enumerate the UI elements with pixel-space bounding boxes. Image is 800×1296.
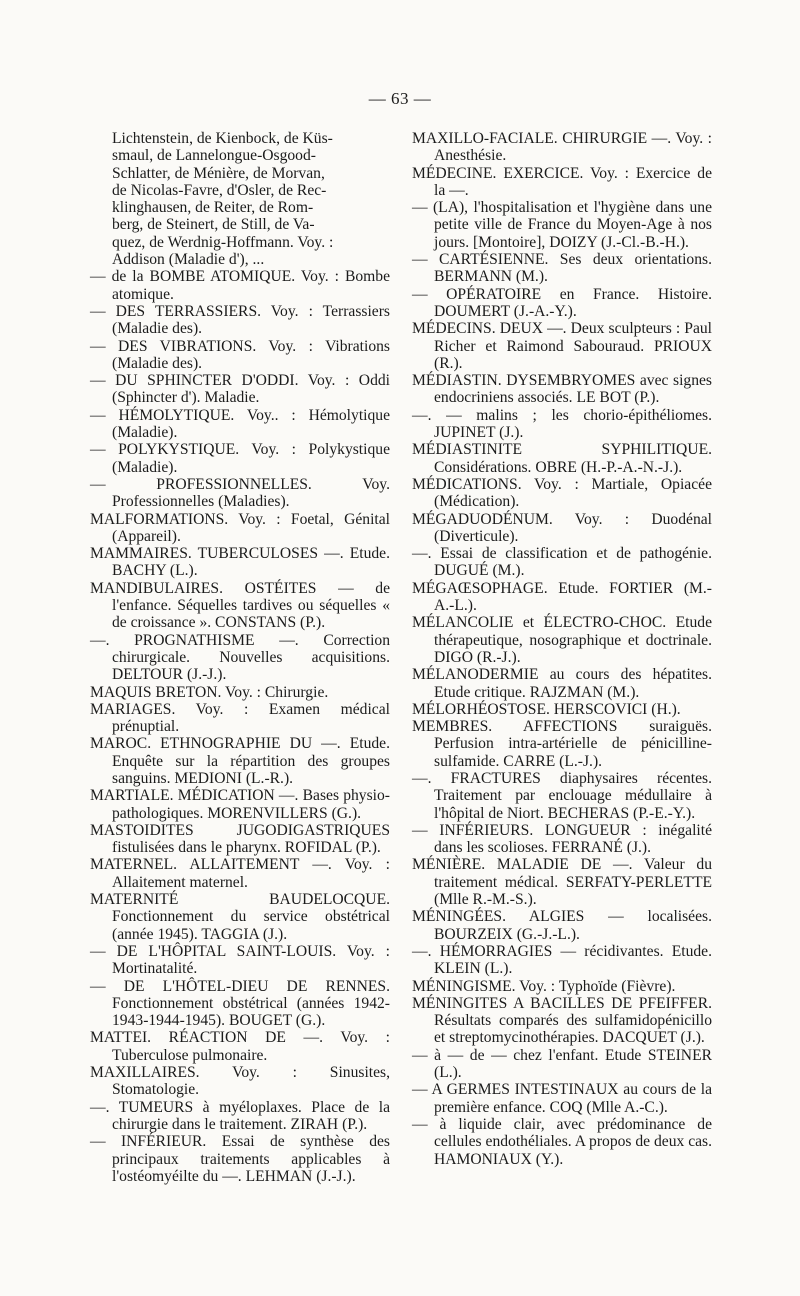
index-entry: MEMBRES. AFFECTIONS suraiguës. Perfusion intra-artérielle de pénicilline-sulfamide. CARRE (L.-J.).	[412, 718, 712, 770]
index-entry: —. HÉMORRAGIES — récidivantes. Etude. KLEIN (L.).	[412, 942, 712, 978]
index-entry: — INFÉRIEURS. LONGUEUR : inégalité dans les scolioses. FERRANÉ (J.).	[412, 821, 712, 857]
right-column	[412, 130, 712, 1168]
index-entry: MÉDIASTINITE SYPHILITIQUE. Considérations. OBRE (H.-P.-A.-N.-J.).	[412, 441, 712, 476]
index-entry: — DES VIBRATIONS. Voy. : Vibrations (Maladie des).	[90, 337, 390, 372]
index-entry: — A GERMES INTESTINAUX au cours de la première enfance. COQ (Mlle A.-C.).	[412, 1081, 712, 1116]
index-entry: Lichtenstein, de Kienbock, de Küs-	[112, 130, 333, 147]
index-entry: klinghausen, de Reiter, de Rom-	[112, 199, 314, 217]
index-entry: — à liquide clair, avec prédominance de cellules endothéliales. A propos de deux cas. HAMONIAUX (Y.).	[412, 1115, 713, 1168]
index-entry: MÉLANCOLIE et ÉLECTRO-CHOC. Etude thérapeutique, nosographique et doctrinale. DIGO (R.-J.).	[412, 614, 712, 666]
index-entry: berg, de Steinert, de Still, de Va-	[112, 216, 315, 234]
index-entry: MARIAGES. Voy. : Examen médical prénuptial.	[90, 700, 390, 736]
index-entry: — DES TERRASSIERS. Voy. : Terrassiers (Maladie des).	[90, 302, 390, 338]
index-entry: MÉDICATIONS. Voy. : Martiale, Opiacée (Médication).	[412, 475, 712, 511]
index-entry: MARTIALE. MÉDICATION —. Bases physio-pathologiques. MORENVILLERS (G.).	[90, 787, 390, 822]
index-entry: MÉNINGÉES. ALGIES — localisées. BOURZEIX (G.-J.-L.).	[412, 908, 712, 943]
index-entry: MÉDECINE. EXERCICE. Voy. : Exercice de la —.	[412, 164, 712, 199]
index-entry: de Nicolas-Favre, d'Osler, de Rec-	[112, 181, 327, 199]
index-entry: MÉNINGITES A BACILLES DE PFEIFFER. Résultats comparés des sulfamidopénicillo et streptomycinothérapies. DACQUET (J.).	[412, 994, 712, 1047]
index-entry: — POLYKYSTIQUE. Voy. : Polykystique (Maladie).	[90, 441, 390, 476]
index-entry: — CARTÉSIENNE. Ses deux orientations. BERMANN (M.).	[412, 251, 712, 286]
index-entry: MAXILLO-FACIALE. CHIRURGIE —. Voy. : Anesthésie.	[412, 130, 712, 165]
index-entry: MÉNIÈRE. MALADIE DE —. Valeur du traitement médical. SERFATY-PERLETTE (Mlle R.-M.-S.).	[412, 856, 712, 909]
index-entry: MÉNINGISME. Voy. : Typhoïde (Fièvre).	[412, 977, 676, 995]
index-entry: —. FRACTURES diaphysaires récentes. Traitement par enclouage médullaire à l'hôpital de Niort. BECHERAS (P.-E.-Y.).	[412, 769, 712, 822]
index-entry: — INFÉRIEUR. Essai de synthèse des principaux traitements applicables à l'ostéomyéilte du —. LEHMAN (J.-J.).	[90, 1133, 390, 1185]
index-entry: — DE L'HÔPITAL SAINT-LOUIS. Voy. : Mortinatalité.	[90, 942, 390, 978]
index-entry: Schlatter, de Ménière, de Morvan,	[112, 164, 325, 182]
index-entry: MAXILLAIRES. Voy. : Sinusites, Stomatologie.	[90, 1064, 390, 1099]
index-entry: —. — malins ; les chorio-épithéliomes. JUPINET (J.).	[412, 406, 712, 442]
index-entry: MATTEI. RÉACTION DE —. Voy. : Tuberculose pulmonaire.	[90, 1029, 390, 1064]
index-entry: MASTOIDITES JUGODIGASTRIQUES fistulisées dans le pharynx. ROFIDAL (P.).	[90, 821, 390, 857]
page-number: — 63 —	[368, 89, 432, 108]
index-entry: — HÉMOLYTIQUE. Voy.. : Hémolytique (Maladie).	[90, 406, 390, 442]
index-entry: quez, de Werdnig-Hoffmann. Voy. :	[112, 233, 334, 251]
index-entry: — DE L'HÔTEL-DIEU DE RENNES. Fonctionnement obstétrical (années 1942-1943-1944-1945). BOUGET (G.).	[90, 977, 390, 1030]
index-entry: — OPÉRATOIRE en France. Histoire. DOUMERT (J.-A.-Y.).	[412, 285, 712, 320]
index-entry: — PROFESSIONNELLES. Voy. Professionnelles (Maladies).	[90, 475, 390, 511]
index-entry: smaul, de Lannelongue-Osgood-	[112, 147, 316, 165]
index-entry: MÉGAŒSOPHAGE. Etude. FORTIER (M.-A.-L.).	[412, 579, 712, 615]
index-entry: MATERNITÉ BAUDELOCQUE. Fonctionnement du service obstétrical (année 1945). TAGGIA (J.).	[90, 891, 390, 943]
index-entry: MÉGADUODÉNUM. Voy. : Duodénal (Diverticule).	[412, 510, 712, 545]
index-entry: MALFORMATIONS. Voy. : Foetal, Génital (Appareil).	[90, 510, 390, 545]
index-entry: MATERNEL. ALLAITEMENT —. Voy. : Allaitement maternel.	[90, 856, 390, 891]
index-entry: — (LA), l'hospitalisation et l'hygiène dans une petite ville de France du Moyen-Age à nos jours. [Montoire], DOIZY (J.-Cl.-B.-H.).	[412, 199, 712, 251]
index-entry: MÉLANODERMIE au cours des hépatites. Etude critique. RAJZMAN (M.).	[412, 666, 712, 701]
left-column	[90, 130, 390, 1185]
index-entry: —. PROGNATHISME —. Correction chirurgicale. Nouvelles acquisitions. DELTOUR (J.-J.).	[90, 631, 390, 684]
index-entry: MAROC. ETHNOGRAPHIE DU —. Etude. Enquête sur la répartition des groupes sanguins. MEDIONI (L.-R.).	[90, 735, 390, 787]
index-entry: MANDIBULAIRES. OSTÉITES — de l'enfance. Séquelles tardives ou séquelles « de croissance ». CONSTANS (P.).	[90, 579, 390, 632]
index-entry: — DU SPHINCTER D'ODDI. Voy. : Oddi (Sphincter d'). Maladie.	[90, 372, 390, 407]
index-entry: —. Essai de classification et de pathogénie. DUGUÉ (M.).	[412, 545, 712, 580]
index-entry: MÉDECINS. DEUX —. Deux sculpteurs : Paul Richer et Raimond Sabouraud. PRIOUX (R.).	[412, 320, 712, 372]
index-entry: —. TUMEURS à myéloplaxes. Place de la chirurgie dans le traitement. ZIRAH (P.).	[90, 1098, 390, 1133]
index-entry: MAMMAIRES. TUBERCULOSES —. Etude. BACHY (L.).	[90, 545, 390, 580]
index-entry: — de la BOMBE ATOMIQUE. Voy. : Bombe atomique.	[90, 268, 390, 303]
index-entry: MÉDIASTIN. DYSEMBRYOMES avec signes endocriniens associés. LE BOT (P.).	[412, 372, 712, 407]
index-entry: MÉLORHÉOSTOSE. HERSCOVICI (H.).	[412, 700, 681, 718]
index-entry: — à — de — chez l'enfant. Etude STEINER (L.).	[412, 1046, 712, 1082]
index-entry: MAQUIS BRETON. Voy. : Chirurgie.	[90, 683, 329, 701]
index-entry: Addison (Maladie d'), ...	[112, 251, 265, 269]
